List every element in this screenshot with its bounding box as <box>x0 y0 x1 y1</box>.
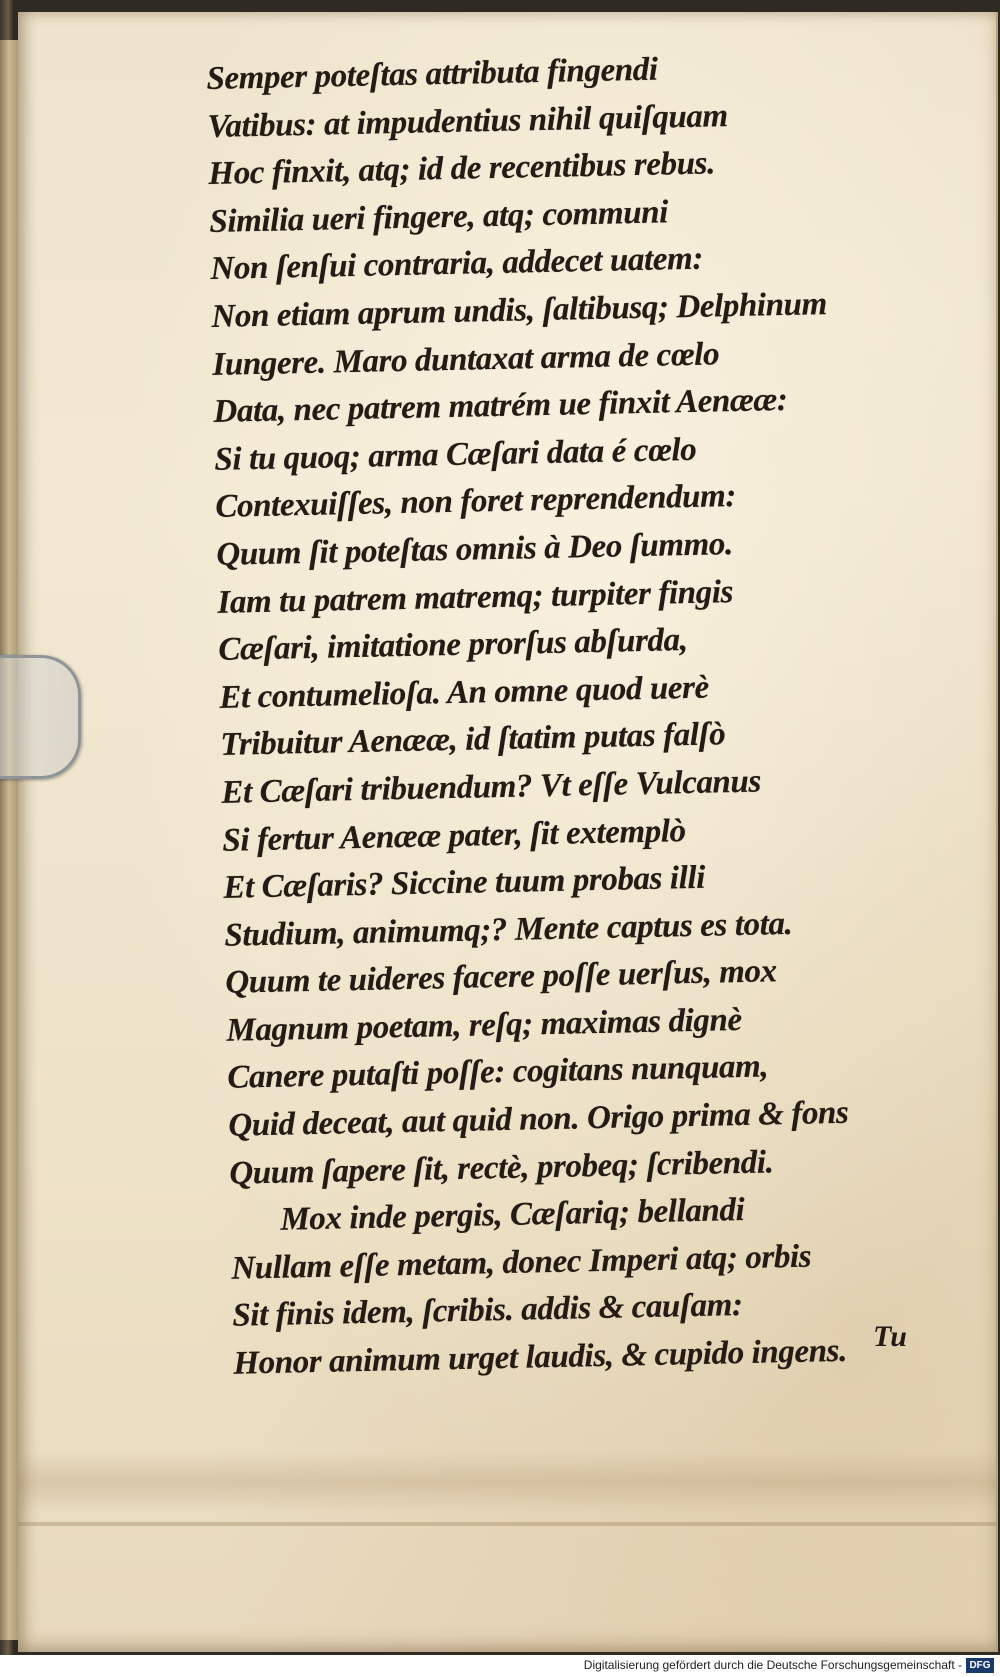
verse-line: Semper poteſtas attributa fingendi <box>206 51 658 97</box>
verse-line: Iam tu patrem matremq; turpiter fingis <box>217 573 734 621</box>
verse-line: Honor animum urget laudis, & cupido ingens. <box>233 1332 848 1382</box>
verse-line: Mox inde pergis, Cæſariq; bellandi <box>280 1192 745 1238</box>
verse-line: Non etiam aprum undis, ſaltibusq; Delphinum <box>211 286 828 335</box>
verse-line: Quum ſapere ſit, rectè, probeq; ſcribendi. <box>229 1144 774 1192</box>
catchword: Tu <box>873 1320 907 1353</box>
verse-line: Hoc finxit, atq; id de recentibus rebus. <box>208 145 716 193</box>
verse-line: Cæſari, imitatione prorſus abſurda, <box>218 622 688 668</box>
verse-text-block <box>206 41 954 1388</box>
verse-line: Contexuiſſes, non foret reprendendum: <box>215 478 737 526</box>
verse-line: Et Cæſari tribuendum? Vt eſſe Vulcanus <box>221 763 762 811</box>
verse-line: Si tu quoq; arma Cæſari data é cœlo <box>214 431 697 478</box>
verse-line: Studium, animumq;? Mente captus es tota. <box>224 905 793 954</box>
digitization-credit-bar <box>0 1655 1000 1677</box>
verse-line: Similia ueri fingere, atq; communi <box>209 194 669 240</box>
verse-line: Nullam eſſe metam, donec Imperi atq; orbis <box>231 1238 812 1287</box>
verse-line: Tribuitur Aenææ, id ſtatim putas falſò <box>220 716 726 764</box>
verse-line: Quum ſit poteſtas omnis à Deo ſummo. <box>216 526 734 573</box>
verse-line: Et contumelioſa. An omne quod uerè <box>219 669 710 716</box>
verse-line: Magnum poetam, reſq; maximas dignè <box>226 1001 743 1049</box>
verse-line: Vatibus: at impudentius nihil quiſquam <box>207 97 729 145</box>
verse-line: Iungere. Maro duntaxat arma de cœlo <box>212 335 720 383</box>
page-fold-shadow <box>18 1452 996 1512</box>
credit-text: Digitalisierung gefördert durch die Deutsche Forschungsgemeinschaft - <box>583 1658 962 1672</box>
verse-line: Sit finis idem, ſcribis. addis & cauſam: <box>232 1287 743 1335</box>
verse-line: Si fertur Aenææ pater, ſit extemplò <box>222 812 686 859</box>
verse-line: Non ſenſui contraria, addecet uatem: <box>210 241 704 288</box>
verse-line: Et Cæſaris? Siccine tuum probas illi <box>223 859 706 906</box>
verse-line: Canere putaſti poſſe: cogitans nunquam, <box>227 1048 769 1097</box>
book-page <box>18 12 998 1652</box>
page-clip <box>0 655 81 779</box>
verse-line: Data, nec patrem matrém ue finxit Aenææ: <box>213 382 788 431</box>
page-fold-line <box>18 1522 996 1526</box>
verse-line: Quum te uideres facere poſſe uerſus, mox <box>225 953 778 1002</box>
dfg-logo-icon: DFG <box>966 1658 994 1673</box>
verse-line: Quid deceat, aut quid non. Origo prima & fons <box>228 1094 849 1144</box>
